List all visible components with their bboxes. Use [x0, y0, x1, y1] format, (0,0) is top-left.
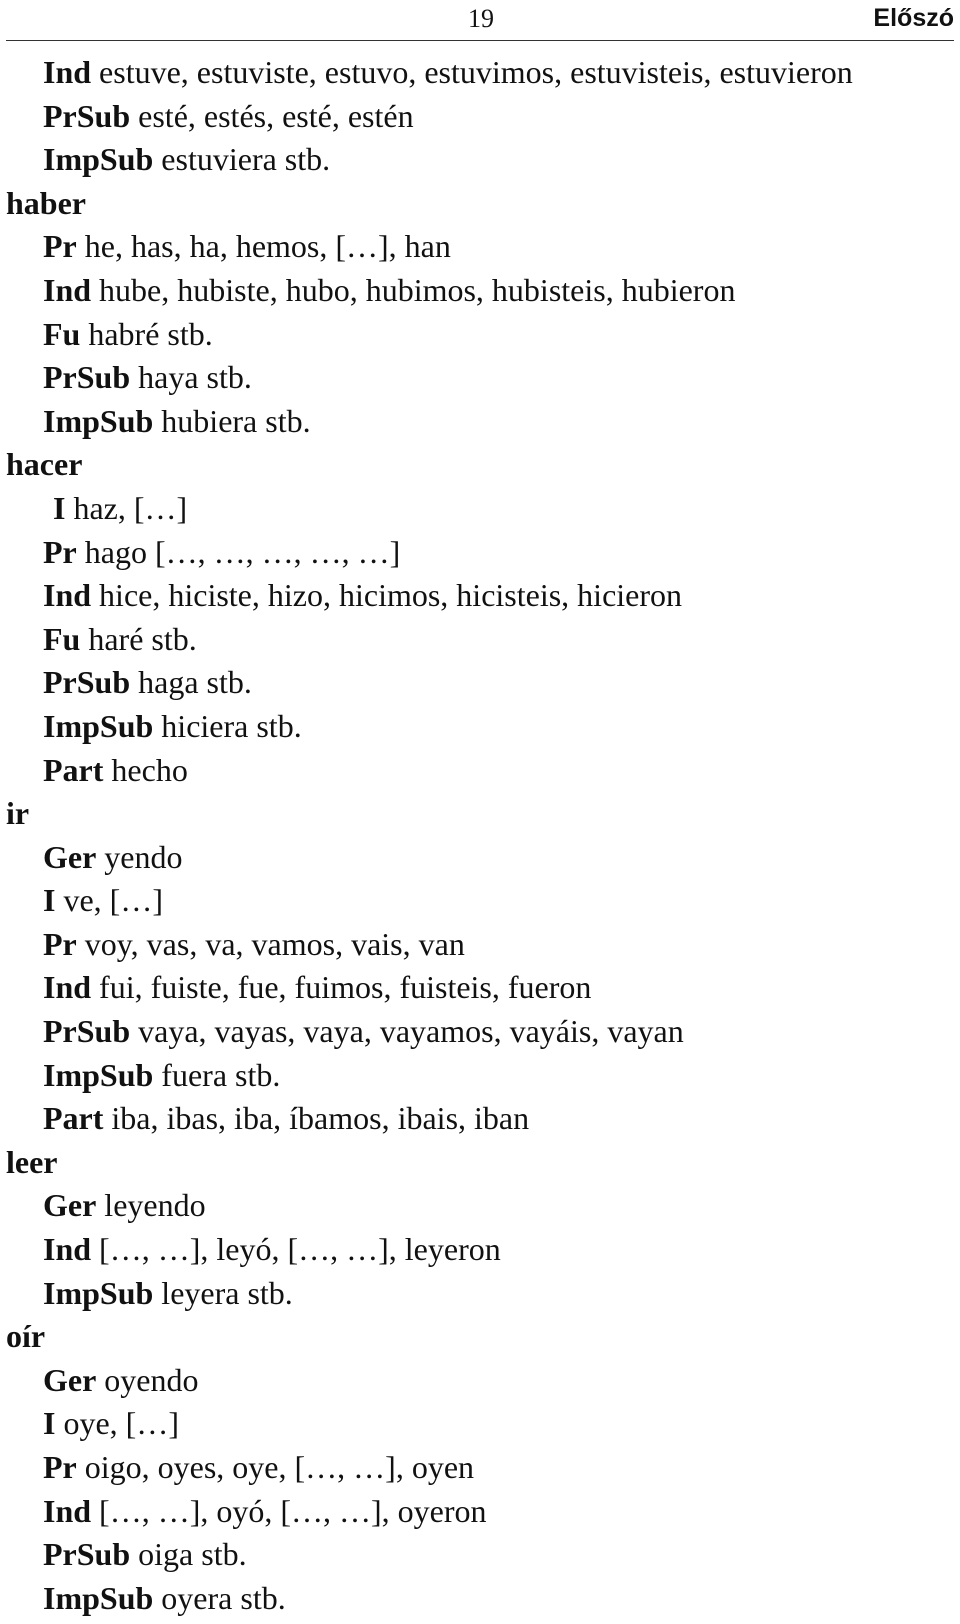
conjugation-forms: fui, fuiste, fue, fuimos, fuisteis, fueron — [91, 969, 592, 1006]
tense-abbreviation: PrSub — [43, 664, 131, 701]
tense-abbreviation: ImpSub — [43, 1579, 154, 1616]
conjugation-forms: hago […, …, …, …, …] — [76, 533, 401, 570]
conjugation-forms: vaya, vayas, vaya, vayamos, vayáis, vayan — [130, 1013, 684, 1050]
verb-headword — [6, 1141, 954, 1185]
tense-abbreviation: Ind — [43, 271, 92, 308]
conjugation-forms: habré stb. — [80, 315, 213, 352]
verb-headword — [6, 182, 954, 226]
conjugation-line — [6, 574, 954, 618]
conjugation-forms: hube, hubiste, hubo, hubimos, hubisteis, hubieron — [91, 271, 736, 308]
conjugation-line — [6, 1577, 954, 1621]
conjugation-forms: haya stb. — [130, 359, 252, 396]
conjugation-forms: oyendo — [96, 1361, 199, 1398]
conjugation-line — [6, 1490, 954, 1534]
conjugation-line — [6, 95, 954, 139]
tense-abbreviation: Fu — [43, 315, 81, 352]
tense-abbreviation: Ger — [43, 838, 97, 875]
verb-name: hacer — [6, 446, 83, 483]
conjugation-line — [6, 1446, 954, 1490]
conjugation-line — [6, 487, 954, 531]
conjugation-forms: haz, […] — [65, 489, 188, 526]
tense-abbreviation: Pr — [43, 1449, 77, 1485]
conjugation-forms: estuve, estuviste, estuvo, estuvimos, estuvisteis, estuvieron — [91, 54, 853, 90]
conjugation-line — [6, 1054, 954, 1098]
tense-abbreviation: PrSub — [43, 97, 131, 134]
conjugation-line — [6, 618, 954, 662]
tense-abbreviation: ImpSub — [43, 141, 154, 178]
tense-abbreviation: Pr — [43, 925, 77, 962]
tense-abbreviation: Pr — [43, 533, 77, 570]
conjugation-forms: oye, […] — [55, 1405, 179, 1442]
verb-headword — [6, 1315, 954, 1359]
tense-abbreviation: Part — [43, 751, 104, 788]
conjugation-forms: haga stb. — [130, 664, 252, 701]
tense-abbreviation: ImpSub — [43, 707, 154, 744]
tense-abbreviation: Ind — [43, 1231, 92, 1268]
tense-abbreviation: PrSub — [43, 1536, 131, 1573]
tense-abbreviation: ImpSub — [43, 1274, 154, 1311]
tense-abbreviation: Pr — [43, 228, 77, 265]
conjugation-line — [6, 1228, 954, 1272]
conjugation-forms: oyera stb. — [153, 1579, 286, 1616]
conjugation-list — [6, 51, 954, 1620]
conjugation-line — [6, 1533, 954, 1577]
conjugation-forms: fuera stb. — [153, 1056, 281, 1093]
conjugation-forms: haré stb. — [80, 620, 197, 657]
conjugation-line — [6, 1010, 954, 1054]
tense-abbreviation: Ger — [43, 1361, 97, 1398]
tense-abbreviation: Ger — [43, 1187, 97, 1224]
conjugation-line — [6, 1402, 954, 1446]
conjugation-forms: he, has, ha, hemos, […], han — [76, 228, 451, 265]
tense-abbreviation: Fu — [43, 620, 81, 657]
tense-abbreviation: Ind — [43, 969, 92, 1006]
conjugation-line — [6, 661, 954, 705]
conjugation-forms: hubiera stb. — [153, 402, 311, 439]
conjugation-line — [6, 1184, 954, 1228]
conjugation-line — [6, 1272, 954, 1316]
conjugation-line — [6, 1097, 954, 1141]
conjugation-line — [6, 400, 954, 444]
section-title: Előszó — [873, 4, 954, 32]
verb-name: haber — [6, 184, 86, 221]
conjugation-line — [6, 269, 954, 313]
conjugation-forms: oiga stb. — [130, 1536, 247, 1573]
conjugation-forms: hecho — [103, 751, 188, 788]
conjugation-line — [6, 313, 954, 357]
verb-name: oír — [6, 1318, 46, 1355]
conjugation-line — [6, 356, 954, 400]
conjugation-forms: ve, […] — [55, 882, 163, 919]
conjugation-line — [6, 1359, 954, 1403]
conjugation-forms: leyera stb. — [153, 1274, 293, 1311]
conjugation-line — [6, 51, 954, 95]
conjugation-forms: iba, ibas, iba, íbamos, ibais, iban — [103, 1100, 530, 1137]
conjugation-line — [6, 836, 954, 880]
tense-abbreviation: PrSub — [43, 1013, 131, 1050]
verb-headword — [6, 443, 954, 487]
conjugation-forms: […, …], leyó, […, …], leyeron — [91, 1231, 501, 1268]
tense-abbreviation: Ind — [43, 1492, 92, 1529]
conjugation-forms: leyendo — [96, 1187, 206, 1224]
verb-name: leer — [6, 1143, 58, 1180]
conjugation-forms: voy, vas, va, vamos, vais, van — [76, 925, 465, 962]
conjugation-forms: estuviera stb. — [153, 141, 331, 178]
verb-name: ir — [6, 795, 30, 832]
tense-abbreviation: I — [43, 882, 56, 919]
tense-abbreviation: I — [53, 489, 66, 526]
conjugation-line — [6, 966, 954, 1010]
conjugation-line — [6, 879, 954, 923]
page-number: 19 — [468, 4, 494, 33]
conjugation-forms: […, …], oyó, […, …], oyeron — [91, 1492, 487, 1529]
tense-abbreviation: Part — [43, 1100, 104, 1137]
conjugation-line — [6, 705, 954, 749]
conjugation-line — [6, 138, 954, 182]
tense-abbreviation: I — [43, 1405, 56, 1442]
conjugation-forms: hice, hiciste, hizo, hicimos, hicisteis, hicieron — [91, 577, 683, 614]
conjugation-forms: esté, estés, esté, estén — [130, 97, 414, 134]
conjugation-forms: yendo — [96, 838, 183, 875]
verb-headword — [6, 792, 954, 836]
tense-abbreviation: Ind — [43, 577, 92, 614]
conjugation-line — [6, 923, 954, 967]
conjugation-line — [6, 225, 954, 269]
conjugation-forms: hiciera stb. — [153, 707, 302, 744]
conjugation-line — [6, 749, 954, 793]
conjugation-forms: oigo, oyes, oye, […, …], oyen — [76, 1449, 475, 1485]
conjugation-line — [6, 531, 954, 575]
page-header — [6, 0, 954, 41]
tense-abbreviation: Ind — [43, 54, 92, 90]
tense-abbreviation: ImpSub — [43, 1056, 154, 1093]
tense-abbreviation: ImpSub — [43, 402, 154, 439]
tense-abbreviation: PrSub — [43, 359, 131, 396]
